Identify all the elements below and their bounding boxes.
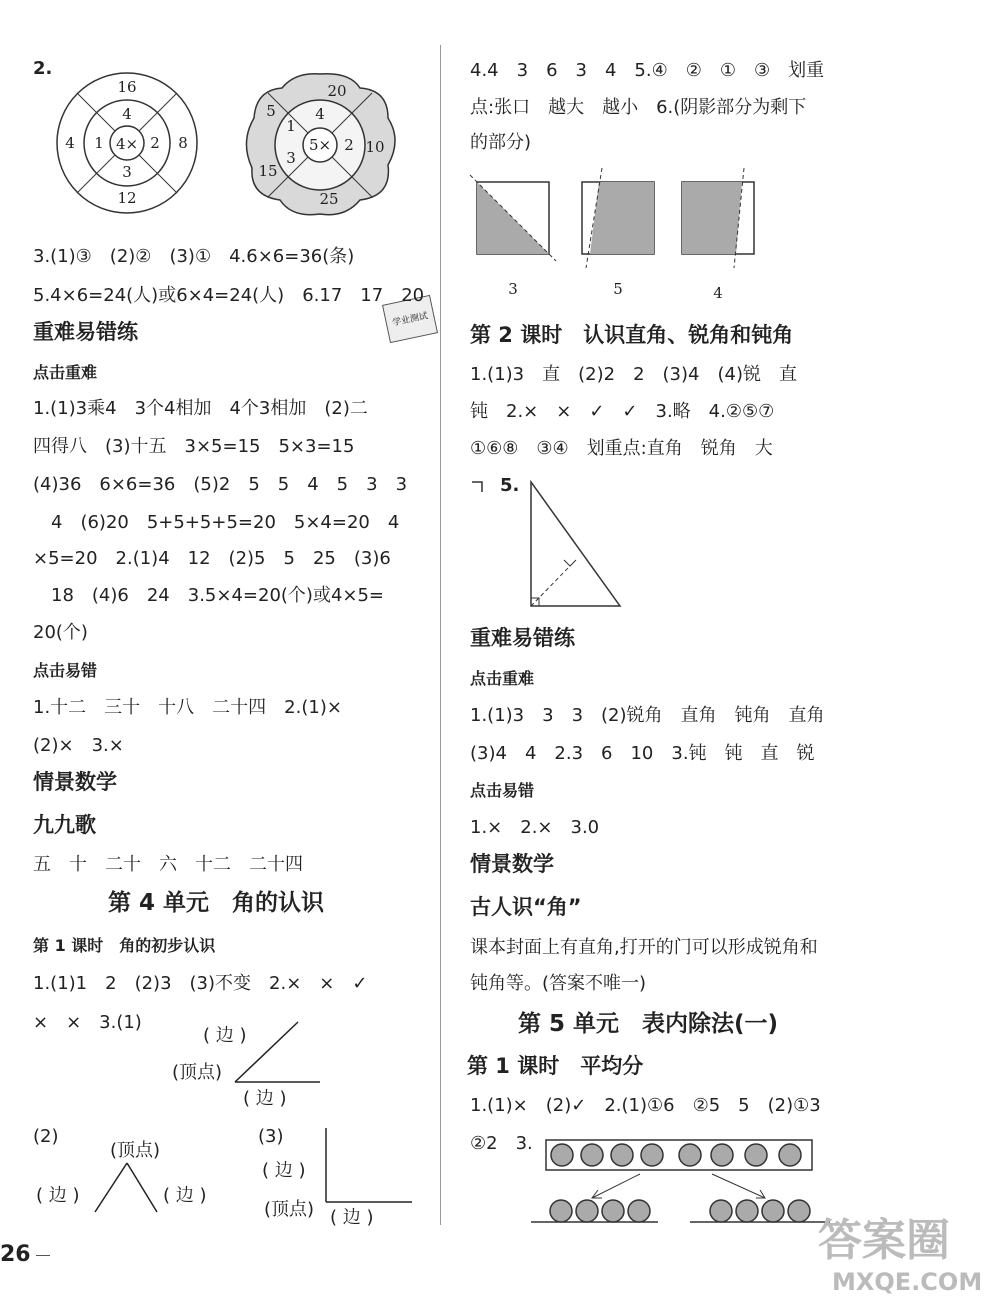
c2-right: 10 bbox=[365, 138, 385, 156]
section-title: 情景数学 bbox=[470, 852, 554, 876]
section-title: 重难易错练 bbox=[470, 626, 575, 650]
cut-square-3 bbox=[682, 168, 754, 268]
ans-line: ①⑥⑧ ③④ 划重点:直角 锐角 大 bbox=[470, 438, 773, 459]
c1-bottom: 12 bbox=[117, 189, 137, 207]
ans-line: 五 十 二十 六 十二 二十四 bbox=[33, 854, 303, 875]
c2-center: 5× bbox=[308, 136, 332, 154]
cut-square-2 bbox=[582, 168, 654, 268]
svg-text:学业测试: 学业测试 bbox=[391, 311, 429, 329]
c1-down-in: 3 bbox=[122, 163, 132, 181]
section-title: 古人识“角” bbox=[470, 895, 582, 919]
watermark-logo: 答案圈 bbox=[818, 1215, 950, 1266]
ans-line: 4.4 3 6 3 4 5.④ ② ① ③ 划重 bbox=[470, 60, 825, 81]
sub-label: (2) bbox=[33, 1126, 59, 1147]
ans-line: 1.(1)× (2)✓ 2.(1)①6 ②5 5 (2)①3 bbox=[470, 1095, 821, 1116]
c2-bottom: 25 bbox=[319, 190, 339, 208]
sq-label-1: 3 bbox=[508, 280, 518, 298]
subsection-title: 点击重难 bbox=[33, 363, 98, 382]
c1-left: 4 bbox=[65, 134, 75, 152]
edge-label: ( 边 ) bbox=[330, 1207, 374, 1228]
c1-top: 16 bbox=[117, 78, 137, 96]
ans-line: 1.十二 三十 十八 二十四 2.(1)× bbox=[33, 697, 342, 718]
cut-square-1 bbox=[470, 175, 556, 261]
lesson-title: 第 2 课时 认识直角、锐角和钝角 bbox=[470, 323, 794, 347]
ans-line-5-6: 5.4×6=24(人)或6×4=24(人) 6.17 17 20 bbox=[33, 285, 425, 306]
sq-label-3: 4 bbox=[713, 284, 723, 302]
ans-line: 1.(1)3乘4 3个4相加 4个3相加 (2)二 bbox=[33, 398, 368, 419]
ans-line: 18 (4)6 24 3.5×4=20(个)或4×5= bbox=[51, 585, 385, 606]
c2-right-in: 2 bbox=[344, 136, 354, 154]
vertex-label: (顶点) bbox=[172, 1062, 223, 1083]
edge-label: ( 边 ) bbox=[243, 1088, 287, 1109]
c1-right-in: 2 bbox=[150, 134, 160, 152]
ans-line: 四得八 (3)十五 3×5=15 5×3=15 bbox=[33, 436, 355, 457]
lesson-title: 第 1 课时 平均分 bbox=[467, 1054, 644, 1078]
ans-line: (3)4 4 2.3 6 10 3.钝 钝 直 锐 bbox=[470, 743, 815, 764]
unit-title: 第 5 单元 表内除法(一) bbox=[518, 1011, 779, 1037]
ans-line: ×5=20 2.(1)4 12 (2)5 5 25 (3)6 bbox=[33, 548, 391, 569]
subsection-title: 点击易错 bbox=[470, 781, 535, 800]
ans-line: 1.× 2.× 3.0 bbox=[470, 817, 600, 838]
section-title: 情景数学 bbox=[33, 770, 117, 794]
section-title: 重难易错练 bbox=[33, 320, 138, 344]
ans-line: 20(个) bbox=[33, 622, 88, 643]
watermark-url: MXQE.COM bbox=[832, 1268, 983, 1296]
ans-line: 钝 2.× × ✓ ✓ 3.略 4.②⑤⑦ bbox=[470, 401, 775, 422]
vertex-label: (顶点) bbox=[264, 1199, 315, 1220]
edge-label: ( 边 ) bbox=[36, 1185, 80, 1206]
c1-left-in: 1 bbox=[94, 134, 104, 152]
c2-down-in: 3 bbox=[286, 149, 296, 167]
ans-line: (4)36 6×6=36 (5)2 5 5 4 5 3 3 bbox=[33, 474, 408, 495]
page-number: 26 bbox=[0, 1242, 31, 1267]
c2-top: 20 bbox=[327, 82, 347, 100]
ans-line: × × 3.(1) bbox=[33, 1012, 142, 1033]
ans-line: 点:张口 越大 越小 6.(阴影部分为剩下 bbox=[470, 97, 807, 118]
right-triangle-figure bbox=[531, 482, 620, 606]
ans-line: ②2 3. bbox=[470, 1133, 533, 1154]
sq-label-2: 5 bbox=[613, 280, 623, 298]
ans-line: 1.(1)3 直 (2)2 2 (3)4 (4)锐 直 bbox=[470, 364, 797, 385]
edge-label: ( 边 ) bbox=[262, 1160, 306, 1181]
sub-label: (3) bbox=[258, 1126, 284, 1147]
ans-line: (2)× 3.× bbox=[33, 735, 124, 756]
subsection-title: 点击重难 bbox=[470, 669, 535, 688]
ans-line: 课本封面上有直角,打开的门可以形成锐角和 bbox=[470, 937, 818, 958]
subsection-title: 点击易错 bbox=[33, 661, 98, 680]
ans-line-3-4: 3.(1)③ (2)② (3)① 4.6×6=36(条) bbox=[33, 246, 355, 267]
q5-label: 5. bbox=[500, 475, 520, 496]
q2-label: 2. bbox=[33, 58, 53, 79]
vertex-label: (顶点) bbox=[110, 1140, 161, 1161]
c2-left-in: 1 bbox=[286, 117, 296, 135]
edge-label: ( 边 ) bbox=[163, 1185, 207, 1206]
c1-right: 8 bbox=[178, 134, 188, 152]
ans-line: 4 (6)20 5+5+5+5=20 5×4=20 4 bbox=[51, 512, 400, 533]
ans-line: 1.(1)3 3 3 (2)锐角 直角 钝角 直角 bbox=[470, 705, 825, 726]
c2-up-in: 4 bbox=[315, 105, 325, 123]
edge-label: ( 边 ) bbox=[203, 1025, 247, 1046]
ans-line: 钝角等。(答案不唯一) bbox=[470, 973, 647, 994]
right-angle-icon bbox=[472, 482, 482, 492]
c2-lower-left: 15 bbox=[258, 162, 278, 180]
c2-left: 5 bbox=[266, 102, 276, 120]
c1-up-in: 4 bbox=[122, 105, 132, 123]
division-circles-figure bbox=[531, 1140, 830, 1222]
lesson-title: 第 1 课时 角的初步认识 bbox=[33, 936, 216, 955]
ans-line: 1.(1)1 2 (2)3 (3)不变 2.× × ✓ bbox=[33, 973, 368, 994]
c1-center: 4× bbox=[115, 135, 139, 153]
section-title: 九九歌 bbox=[33, 813, 96, 837]
ans-line: 的部分) bbox=[470, 132, 532, 153]
unit-title: 第 4 单元 角的认识 bbox=[108, 890, 325, 916]
